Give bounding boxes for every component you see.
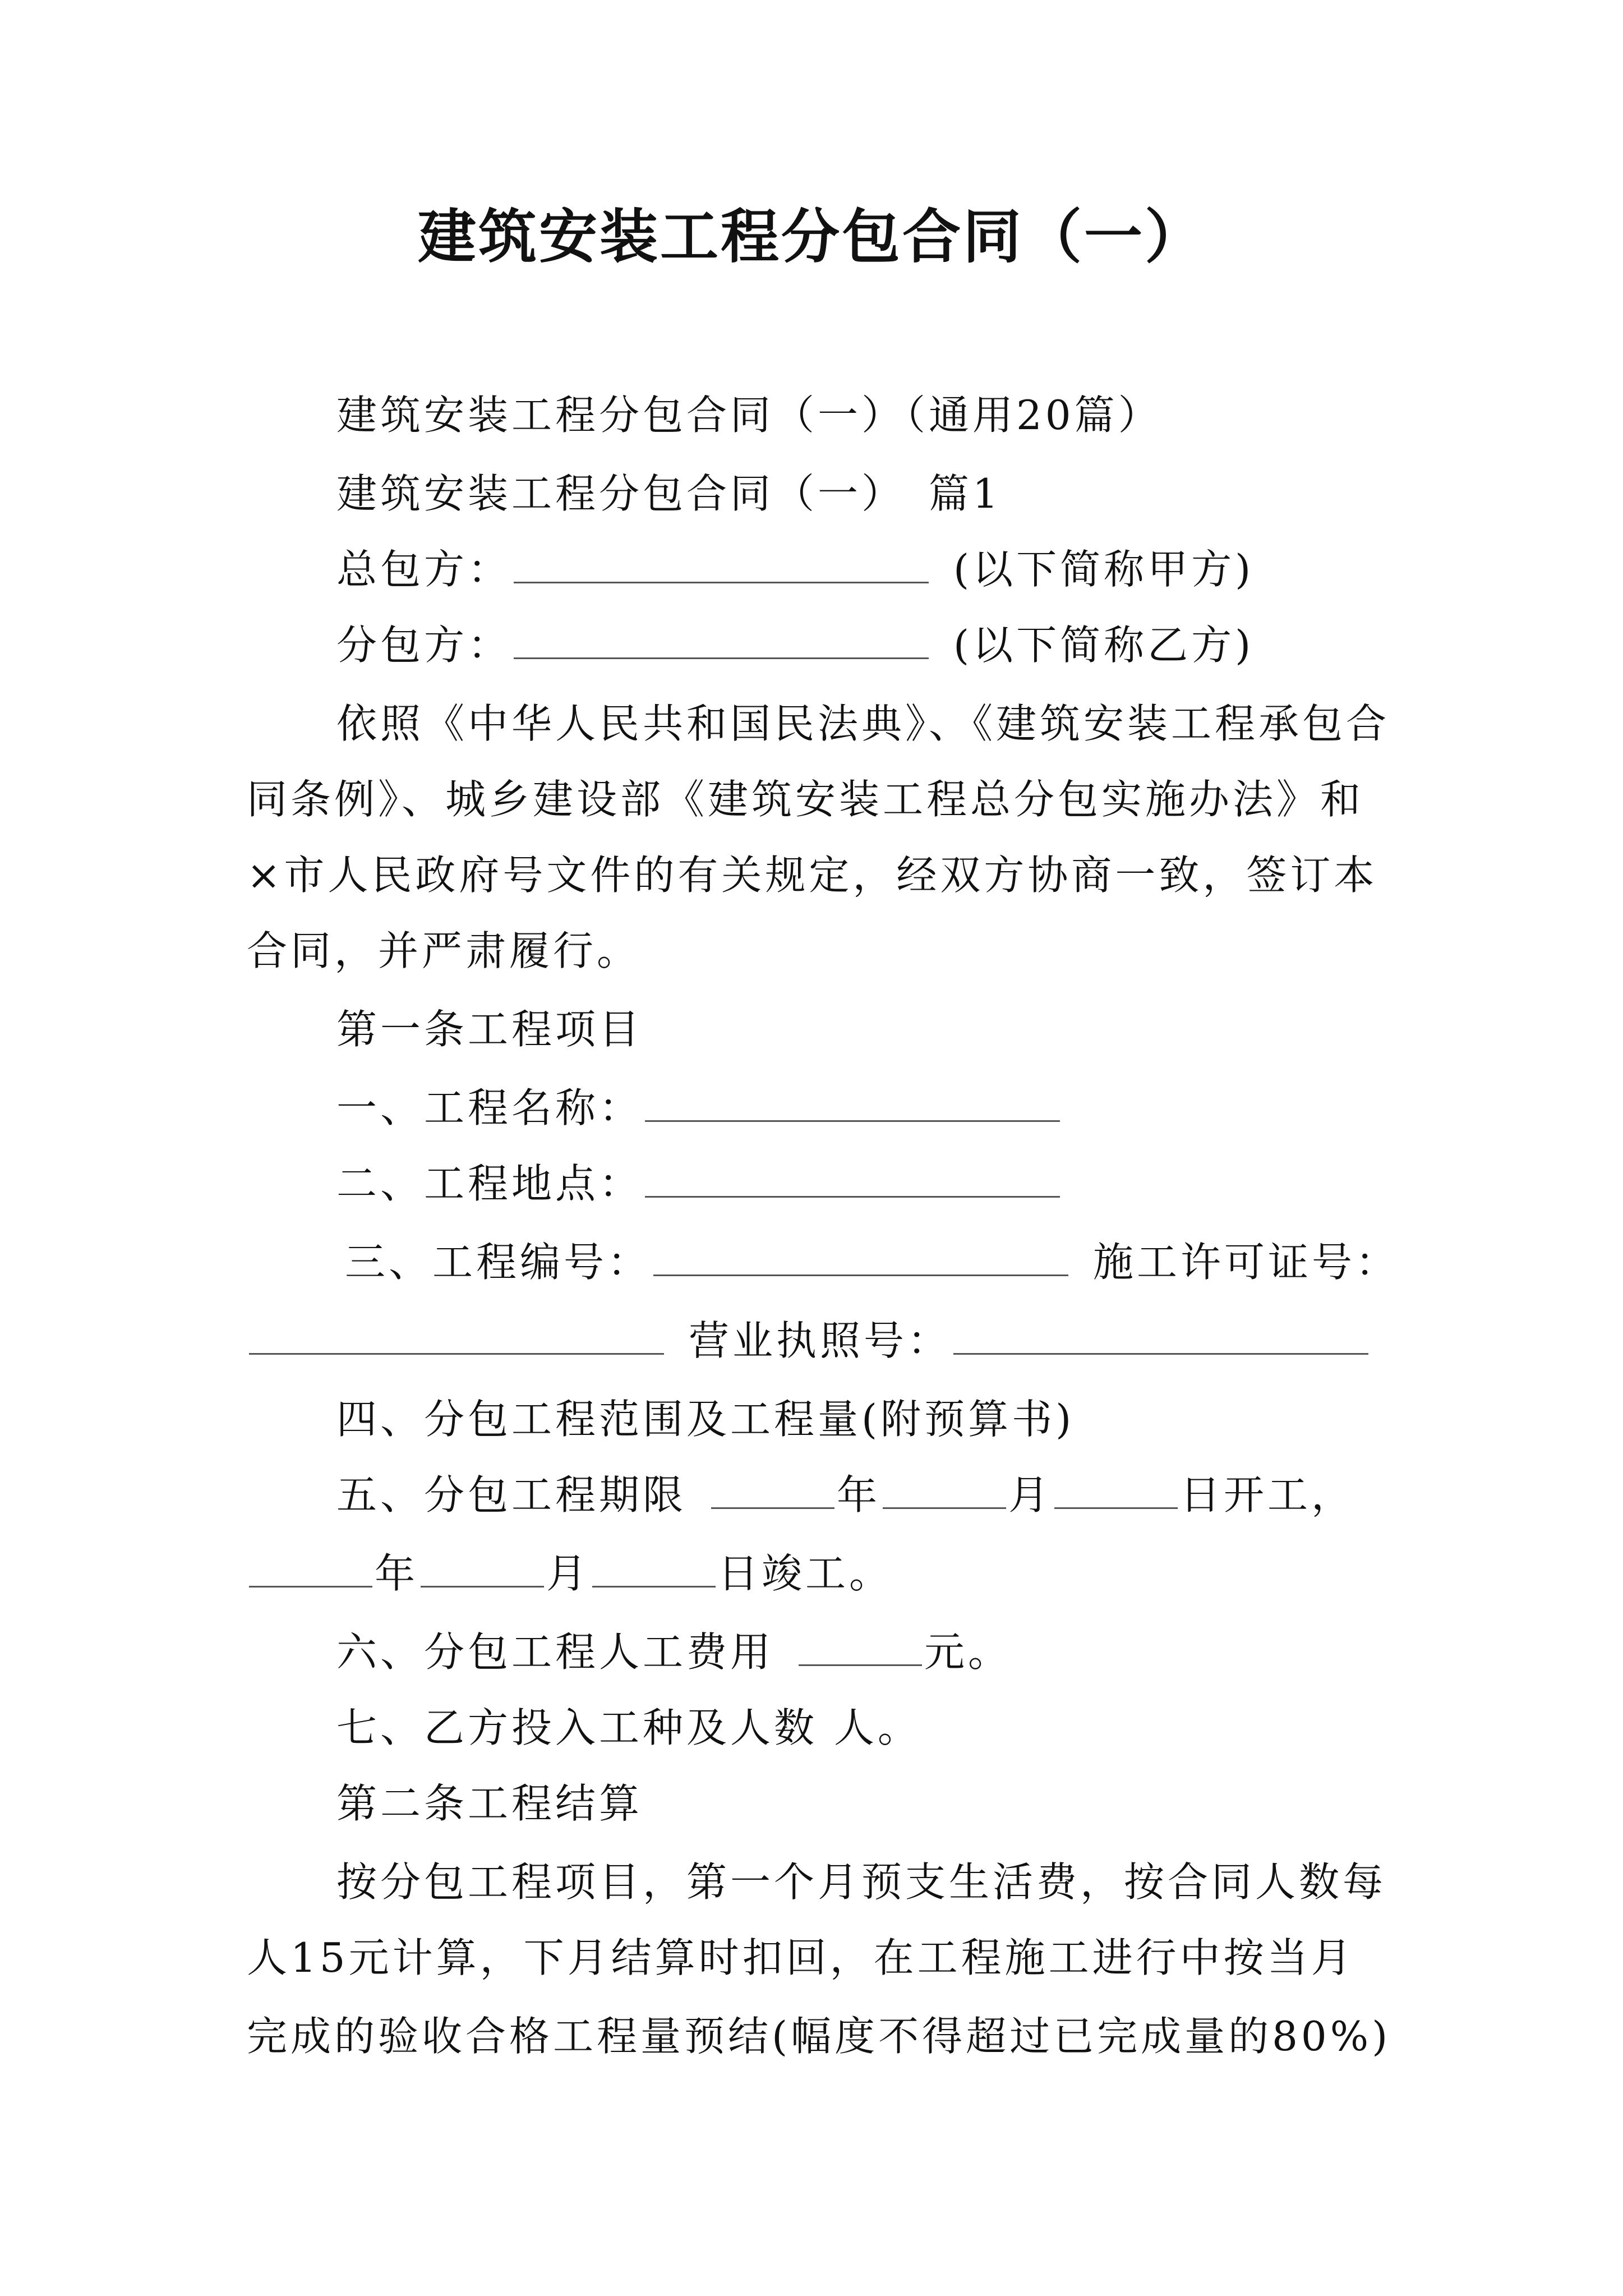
- start-year-label: 年: [837, 1471, 881, 1519]
- item2-blank: [645, 1157, 1060, 1198]
- preamble-line-3: ×市人民政府号文件的有关规定，经双方协商一致，签订本: [247, 852, 1378, 899]
- end-month-label: 月: [546, 1550, 591, 1597]
- start-day-blank: [1054, 1468, 1178, 1509]
- item6-unit: 元。: [924, 1628, 1012, 1676]
- end-day-blank: [592, 1547, 716, 1588]
- party-b-blank: [514, 618, 929, 659]
- item4-line: 四、分包工程范围及工程量(附预算书): [336, 1396, 1075, 1443]
- section-heading: 建筑安装工程分包合同（一） 篇1: [336, 470, 1002, 517]
- preamble-line-2: 同条例》、城乡建设部《建筑安装工程总分包实施办法》和: [247, 776, 1364, 823]
- party-a-suffix: (以下简称甲方): [953, 546, 1255, 593]
- item1-label: 一、工程名称：: [336, 1084, 643, 1131]
- preamble-line-4: 合同，并严肃履行。: [247, 927, 641, 974]
- item6-label: 六、分包工程人工费用: [336, 1628, 774, 1676]
- start-suffix: 日开工，: [1180, 1471, 1355, 1519]
- end-year-blank: [249, 1547, 372, 1588]
- license-blank: [953, 1314, 1368, 1355]
- item1-line: [336, 1080, 1062, 1136]
- party-b-label: 分包方：: [336, 622, 512, 669]
- item3-permit-label: 施工许可证号：: [1093, 1239, 1400, 1286]
- article1-heading: 第一条工程项目: [336, 1006, 643, 1053]
- start-month-blank: [883, 1468, 1006, 1509]
- item7-line: 七、乙方投入工种及人数 人。: [336, 1704, 921, 1751]
- end-year-label: 年: [375, 1550, 419, 1597]
- party-a-label: 总包方：: [336, 546, 512, 593]
- document-title: 建筑安装工程分包合同（一）: [417, 202, 1205, 271]
- item5-line-2: [247, 1545, 893, 1602]
- item2-line: [336, 1156, 1062, 1212]
- item3-line-2: [247, 1313, 1371, 1369]
- settlement-line-2: 人15元计算，下月结算时扣回，在工程施工进行中按当月: [247, 1934, 1355, 1981]
- party-a-line: [336, 541, 1254, 597]
- item5-line: [336, 1467, 1355, 1523]
- item5-label: 五、分包工程期限: [336, 1471, 687, 1519]
- item3-line: [345, 1234, 1399, 1290]
- document-subtitle: 建筑安装工程分包合同（一）（通用20篇）: [336, 392, 1162, 439]
- item3-label: 三、工程编号：: [345, 1239, 652, 1286]
- item6-line: [336, 1624, 1012, 1680]
- item2-label: 二、工程地点：: [336, 1160, 643, 1207]
- start-year-blank: [711, 1468, 834, 1509]
- item3-blank: [653, 1235, 1068, 1276]
- party-a-blank: [514, 542, 929, 583]
- item3-license-label: 营业执照号：: [689, 1317, 952, 1364]
- end-month-blank: [421, 1547, 544, 1588]
- preamble-line-1: 依照《中华人民共和国民法典》、《建筑安装工程承包合: [336, 700, 1390, 747]
- item6-blank: [799, 1625, 922, 1666]
- article2-heading: 第二条工程结算: [336, 1780, 643, 1827]
- settlement-line-1: 按分包工程项目，第一个月预支生活费，按合同人数每: [336, 1858, 1387, 1906]
- end-suffix: 日竣工。: [718, 1550, 893, 1597]
- start-month-label: 月: [1008, 1471, 1053, 1519]
- permit-blank: [249, 1314, 664, 1355]
- party-b-line: [336, 617, 1254, 673]
- item1-blank: [645, 1081, 1060, 1122]
- settlement-line-3: 完成的验收合格工程量预结(幅度不得超过已完成量的80%): [247, 2013, 1391, 2060]
- party-b-suffix: (以下简称乙方): [953, 622, 1255, 669]
